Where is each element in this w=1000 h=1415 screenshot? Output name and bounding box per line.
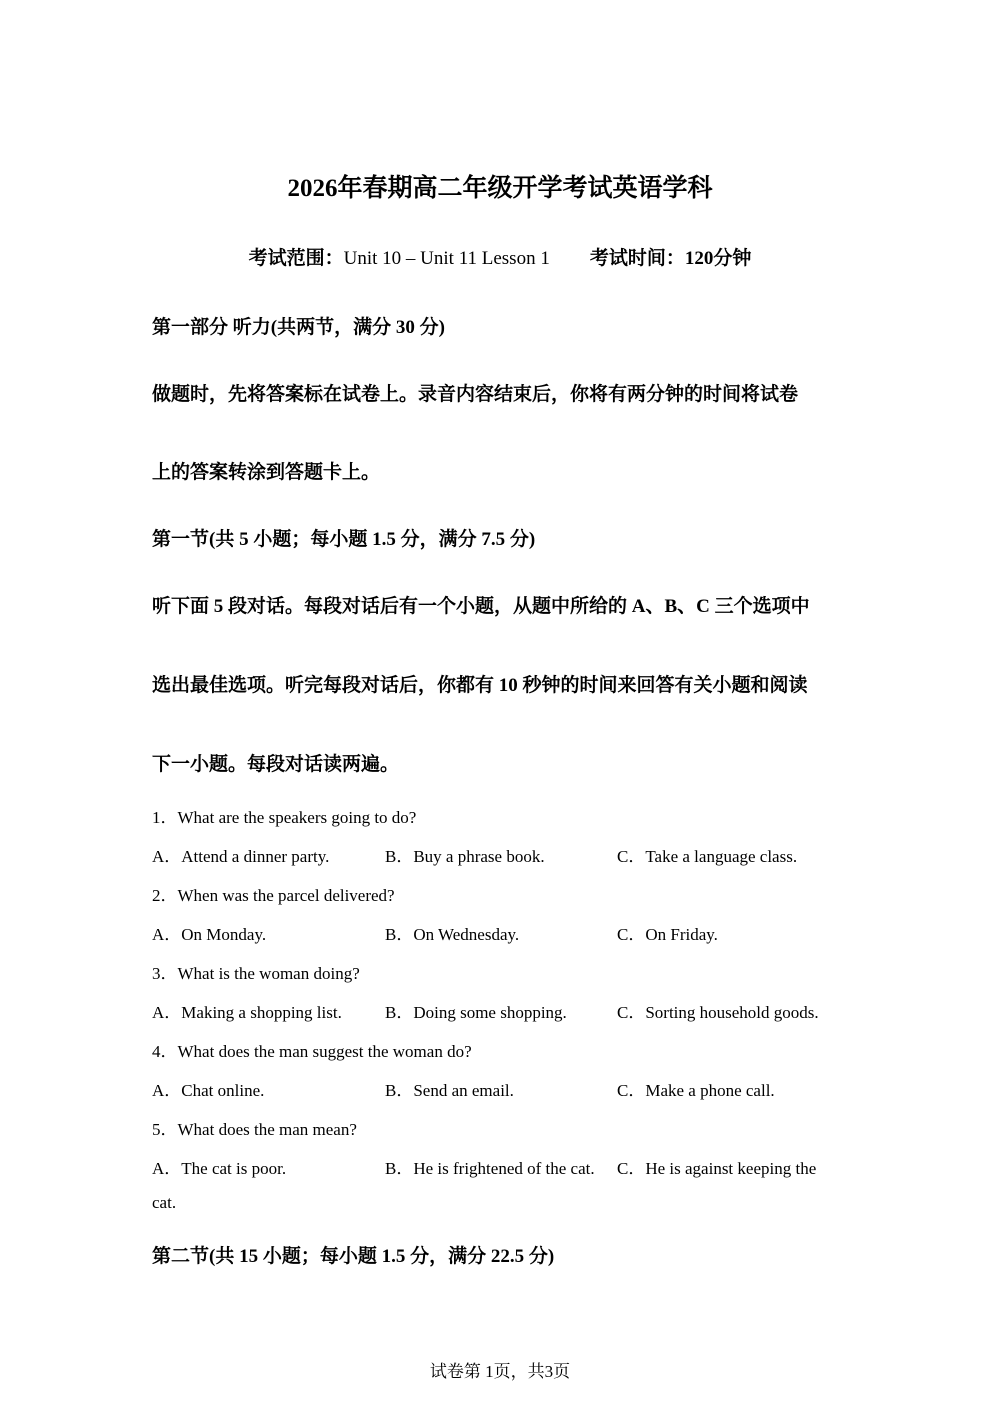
question-4-option-b: B．Send an email. — [385, 1081, 514, 1100]
question-3-option-a: A．Making a shopping list. — [152, 1003, 342, 1022]
question-4-option-a: A．Chat online. — [152, 1081, 265, 1100]
question-4-stem: 4．What does the man suggest the woman do? — [152, 1042, 472, 1061]
section1-directions-line1: 听下面 5 段对话。每段对话后有一个小题，从题中所给的 A、B、C 三个选项中 — [152, 596, 810, 617]
exam-info — [0, 243, 1000, 270]
question-1-stem: 1．What are the speakers going to do? — [152, 808, 417, 827]
question-3-option-b: B．Doing some shopping. — [385, 1003, 567, 1022]
question-4-option-c: C．Make a phone call. — [617, 1081, 775, 1100]
question-3-stem: 3．What is the woman doing? — [152, 964, 360, 983]
question-1-option-a: A．Attend a dinner party. — [152, 847, 330, 866]
question-3-option-c: C．Sorting household goods. — [617, 1003, 819, 1022]
question-5-stem: 5．What does the man mean? — [152, 1120, 357, 1139]
page-title: 2026年春期高二年级开学考试英语学科 — [287, 175, 713, 202]
part1-instruction-line2: 上的答案转涂到答题卡上。 — [152, 462, 381, 483]
exam-time-value: 120分钟 — [684, 248, 752, 269]
question-2-option-a: A．On Monday. — [152, 925, 267, 944]
exam-time-label: 考试时间： — [589, 248, 685, 269]
part1-heading: 第一部分 听力(共两节，满分 30 分) — [152, 317, 445, 338]
question-1-option-b: B．Buy a phrase book. — [385, 847, 545, 866]
question-5-option-a: A．The cat is poor. — [152, 1159, 287, 1178]
section1-directions-line3: 下一小题。每段对话读两遍。 — [152, 754, 400, 775]
section1-heading: 第一节(共 5 小题；每小题 1.5 分，满分 7.5 分) — [152, 529, 536, 550]
exam-scope-label: 考试范围： — [248, 248, 344, 269]
question-5-option-c: C．He is against keeping the — [617, 1159, 817, 1178]
question-1-option-c: C．Take a language class. — [617, 847, 798, 866]
question-5-option-c-continued: cat. — [152, 1193, 177, 1212]
page-footer: 试卷第 1页，共3页 — [429, 1362, 571, 1381]
question-5-option-b: B．He is frightened of the cat. — [385, 1159, 595, 1178]
question-2-option-b: B．On Wednesday. — [385, 925, 520, 944]
exam-scope-value: Unit 10 – Unit 11 Lesson 1 — [343, 248, 550, 269]
section2-heading: 第二节(共 15 小题；每小题 1.5 分，满分 22.5 分) — [152, 1246, 555, 1267]
question-2-stem: 2．When was the parcel delivered? — [152, 886, 395, 905]
question-2-option-c: C．On Friday. — [617, 925, 718, 944]
section1-directions-line2: 选出最佳选项。听完每段对话后，你都有 10 秒钟的时间来回答有关小题和阅读 — [152, 675, 808, 696]
part1-instruction-line1: 做题时，先将答案标在试卷上。录音内容结束后，你将有两分钟的时间将试卷 — [152, 384, 799, 405]
